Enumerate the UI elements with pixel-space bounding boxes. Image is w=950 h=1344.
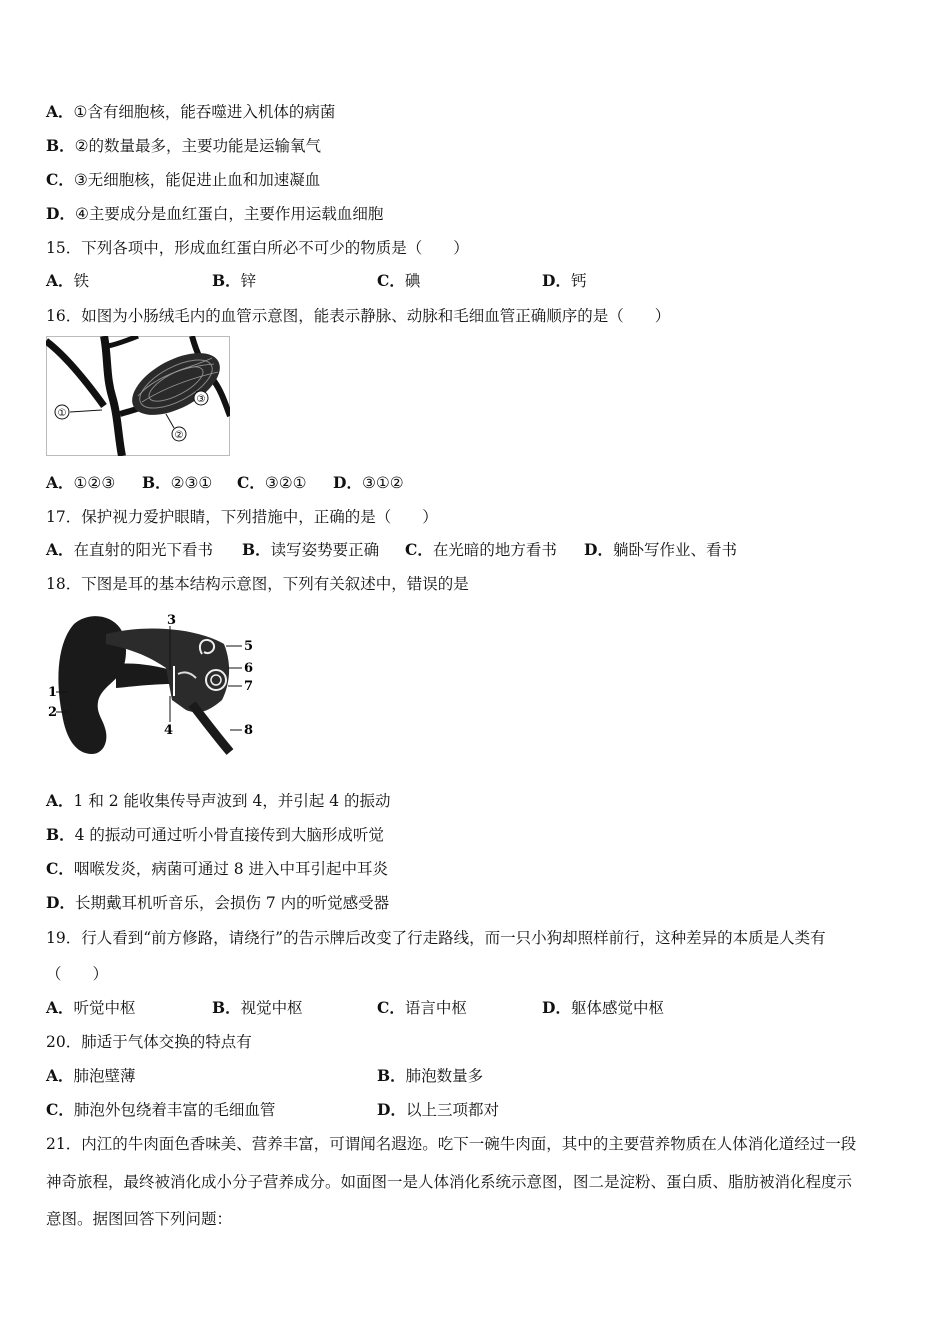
fig18-label-3: 3 xyxy=(167,613,177,628)
q16-stem: 16．如图为小肠绒毛内的血管示意图，能表示静脉、动脉和毛细血管正确顺序的是（ ） xyxy=(46,307,671,325)
q18-option-b: B．4 的振动可通过听小骨直接传到大脑形成听觉 xyxy=(46,825,384,844)
q16-option-b: B．②③① xyxy=(142,473,213,492)
q19-stem: 19．行人看到“前方修路，请绕行”的告示牌后改变了行走路线，而一只小狗却照样前行，这种差异的本质是人类有 xyxy=(46,929,826,947)
fig16-label-3: ③ xyxy=(196,394,206,405)
q18-option-c: C．咽喉发炎，病菌可通过 8 进入中耳引起中耳炎 xyxy=(46,859,389,878)
q17-option-d: D．躺卧写作业、看书 xyxy=(584,540,737,559)
fig18-label-2: 2 xyxy=(48,705,58,720)
fig18-label-4: 4 xyxy=(164,723,174,738)
q16-option-c: C．③②① xyxy=(237,473,307,492)
q19-option-b: B．视觉中枢 xyxy=(212,998,303,1017)
q17-option-b: B．读写姿势要正确 xyxy=(242,540,380,559)
fig18-label-6: 6 xyxy=(244,661,254,676)
vessel-left-branch xyxy=(46,341,104,406)
q20-option-b: B．肺泡数量多 xyxy=(377,1066,484,1085)
q20-option-c: C．肺泡外包绕着丰富的毛细血管 xyxy=(46,1100,276,1119)
q18-option-a: A．1 和 2 能收集传导声波到 4，并引起 4 的振动 xyxy=(46,791,391,810)
q15-option-b: B．锌 xyxy=(212,271,257,290)
q17-option-c: C．在光暗的地方看书 xyxy=(405,540,557,559)
q14-option-a: A．①含有细胞核，能吞噬进入机体的病菌 xyxy=(46,102,336,121)
q19-option-c: C．语言中枢 xyxy=(377,998,467,1017)
fig18-label-1: 1 xyxy=(48,685,58,700)
q19-option-a: A．听觉中枢 xyxy=(46,998,136,1017)
q15-option-a: A．铁 xyxy=(46,271,90,290)
q21-line-3: 意图。据图回答下列问题： xyxy=(46,1210,233,1228)
q14-option-d: D．④主要成分是血红蛋白，主要作用运载血细胞 xyxy=(46,204,384,223)
q17-stem: 17．保护视力爱护眼睛，下列措施中，正确的是（ ） xyxy=(46,508,438,526)
q18-option-d: D．长期戴耳机听音乐，会损伤 7 内的听觉感受器 xyxy=(46,893,390,912)
ear-structure-figure xyxy=(46,604,268,774)
fig18-label-7: 7 xyxy=(244,679,254,694)
vessel-left-trunk xyxy=(104,336,122,456)
q14-option-b: B．②的数量最多，主要功能是运输氧气 xyxy=(46,136,322,155)
fig16-label-2: ② xyxy=(174,430,184,441)
q19-option-d: D．躯体感觉中枢 xyxy=(542,998,664,1017)
fig18-label-5: 5 xyxy=(244,639,254,654)
q20-stem: 20．肺适于气体交换的特点有 xyxy=(46,1033,252,1051)
q21-line-2: 神奇旅程，最终被消化成小分子营养成分。如面图一是人体消化系统示意图，图二是淀粉、蛋白质、脂肪被消化程度示 xyxy=(46,1173,853,1191)
q19-paren: （ ） xyxy=(46,965,109,983)
q16-option-a: A．①②③ xyxy=(46,473,116,492)
fig16-label-1: ① xyxy=(57,408,67,419)
q17-option-a: A．在直射的阳光下看书 xyxy=(46,540,214,559)
q20-option-a: A．肺泡壁薄 xyxy=(46,1066,136,1085)
q18-stem: 18．下图是耳的基本结构示意图，下列有关叙述中，错误的是 xyxy=(46,575,469,593)
villus-vessel-figure xyxy=(46,336,230,456)
q16-option-d: D．③①② xyxy=(333,473,404,492)
q21-line-1: 21．内江的牛肉面色香味美、营养丰富，可谓闻名遐迩。吃下一碗牛肉面，其中的主要营养物质在人体消化道经过一段 xyxy=(46,1135,857,1153)
fig18-label-8: 8 xyxy=(244,723,254,738)
q15-option-c: C．碘 xyxy=(377,271,421,290)
q14-option-c: C．③无细胞核，能促进止血和加速凝血 xyxy=(46,170,321,189)
q15-stem: 15．下列各项中，形成血红蛋白所必不可少的物质是（ ） xyxy=(46,239,469,257)
q15-option-d: D．钙 xyxy=(542,271,587,290)
q20-option-d: D．以上三项都对 xyxy=(377,1100,499,1119)
